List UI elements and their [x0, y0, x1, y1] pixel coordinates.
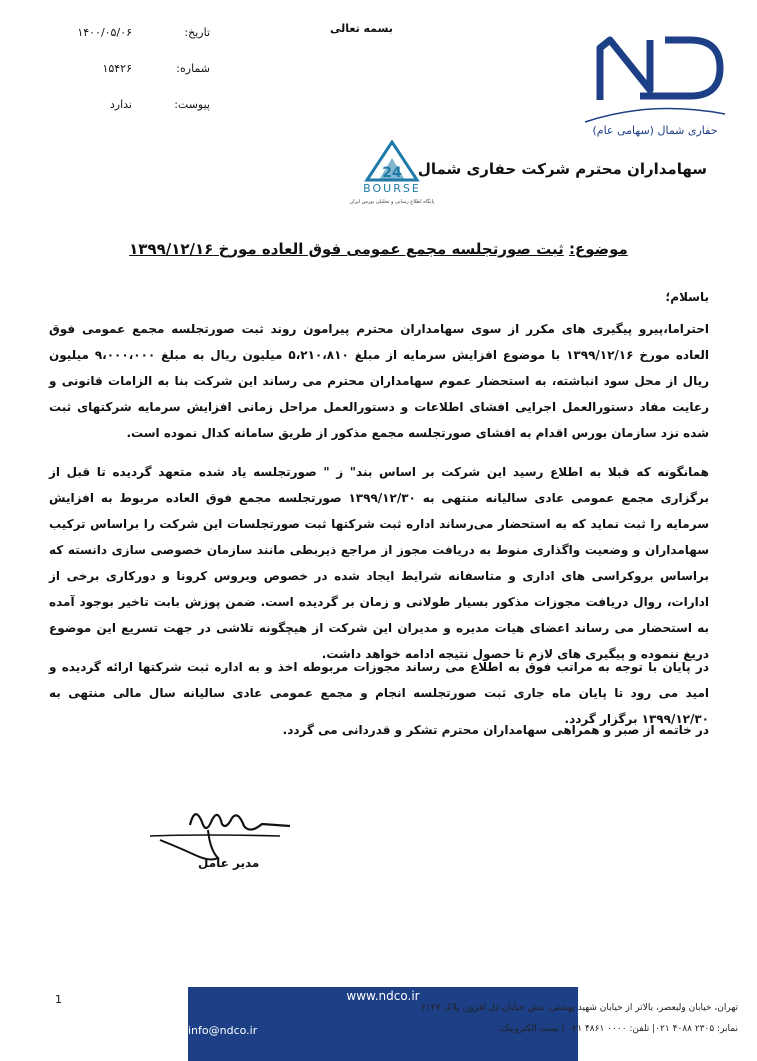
date-value: ۱۴۰۰/۰۵/۰۶ [77, 26, 132, 39]
body-paragraph-1: احتراما،پیرو پیگیری های مکرر از سوی سهامداران محترم پیرامون روند ثبت صورتجلسه مجمع عمومی فوق العاده مورخ ۱۳۹۹/۱۲/۱۶ با موضوع افزایش سرمایه از مبلغ ۵،۲۱۰،۸۱۰ میلیون ریال به مبلغ ۹،۰۰۰،۰۰۰ میلیون ریال از محل سود انباشته، به استحضار عموم سهامداران محترم می رساند این شرکت بنا به الزامات قانونی و رعایت مفاد دستورالعمل اجرایی افشای اطلاعات و دستورالعمل مراحل زمانی افزایش سرمایه شرکتهای ثبت شده نزد سازمان بورس اقدام به افشای صورتجلسه مجمع مذکور از طریق سامانه کدال نموده است. [49, 322, 709, 440]
body-paragraph-2: همانگونه که قبلا به اطلاع رسید این شرکت بر اساس بند" ز " صورتجلسه یاد شده متعهد گردیده تا قبل از برگزاری مجمع عمومی عادی سالیانه منتهی به ۱۳۹۹/۱۲/۳۰ صورتجلسه مجمع فوق العاده مربوط به افزایش سرمایه را ثبت نماید که به استحضار می‌رساند اداره ثبت شرکتها ثبت صورتجلسات این شرکت را براساس ترکیب سهامداران و وضعیت واگذاری منوط به دریافت مجوز از مراجع ذیربطی مانند سازمان خصوصی سازی دانسته که براساس بروکراسی های اداری و متاسفانه شرایط ایجاد شده در خصوص ویروس کرونا و دورکاری برخی از ادارات، روال دریافت مجوزات مذکور بسیار طولانی و زمان بر گردیده است. ضمن پوزش بابت تاخیر بوجود آمده به استحضار می رساند اعضای هیات مدیره و مدیران این شرکت از هیچگونه تلاشی در جهت تسریع این موضوع دریغ ننموده و پیگیری های لازم تا حصول نتیجه ادامه خواهد داشت. [49, 465, 710, 661]
svg-text:BOURSE: BOURSE [363, 182, 421, 195]
attachment-value: ندارد [109, 98, 132, 111]
company-logo [580, 30, 730, 145]
footer-website[interactable]: www.ndco.ir [346, 989, 420, 1003]
body-paragraph-3: در پایان با توجه به مراتب فوق به اطلاع می رساند مجوزات مربوطه اخذ و به اداره ثبت شرکتها ارائه گردیده و امید می رود تا پایان ماه جاری ثبت صورتجلسه انجام و مجمع عمومی عادی سالیانه سال مالی منتهی به ۱۳۹۹/۱۲/۳۰ برگزار گردد. [49, 660, 709, 726]
signer-title: مدیر عامل [198, 856, 260, 870]
page-number: 1 [55, 993, 62, 1006]
footer-email[interactable]: info@ndco.ir [188, 1024, 258, 1037]
number-label: شماره: [176, 62, 210, 75]
subject-line [40, 240, 717, 258]
footer-contact: نمابر: ۲۳۰۵ ۴۰۸۸ ۰۲۱| تلفن: ۰۰۰۰ ۴۸۶۱ ۰۲۱ | پست الکترونیک: [498, 1024, 738, 1034]
svg-text:پایگاه اطلاع رسانی و تحلیلی بو: پایگاه اطلاع رسانی و تحلیلی بورس ایران [349, 199, 435, 205]
date-label: تاریخ: [184, 26, 210, 39]
attachment-label: پیوست: [174, 98, 210, 111]
svg-text:24: 24 [382, 165, 402, 181]
addressee: سهامداران محترم شرکت حفاری شمال [417, 160, 707, 178]
greeting: باسلام؛ [665, 290, 709, 304]
number-value: ۱۵۴۲۶ [102, 62, 132, 75]
subject-text: ثبت صورتجلسه مجمع عمومی فوق العاده مورخ ۱۳۹۹/۱۲/۱۶ [129, 240, 564, 258]
company-logo-mark [580, 30, 730, 145]
subject-label: موضوع: [569, 240, 628, 258]
body-paragraph-4: در خاتمه از صبر و همراهی سهامداران محترم تشکر و قدردانی می گردد. [282, 723, 709, 737]
company-logo-name: حفاری شمال (سهامی عام) [592, 124, 718, 137]
number-row [60, 62, 210, 80]
footer-address: تهران، خیابان ولیعصر، بالاتر از خیابان شهید بهشتی، نبش خیابان دل افروز، پلاک ۲۱۲۷ [421, 1003, 738, 1013]
date-row [60, 26, 210, 44]
attachment-row [60, 98, 210, 116]
bismillah-heading: بسمه تعالی [330, 22, 393, 35]
